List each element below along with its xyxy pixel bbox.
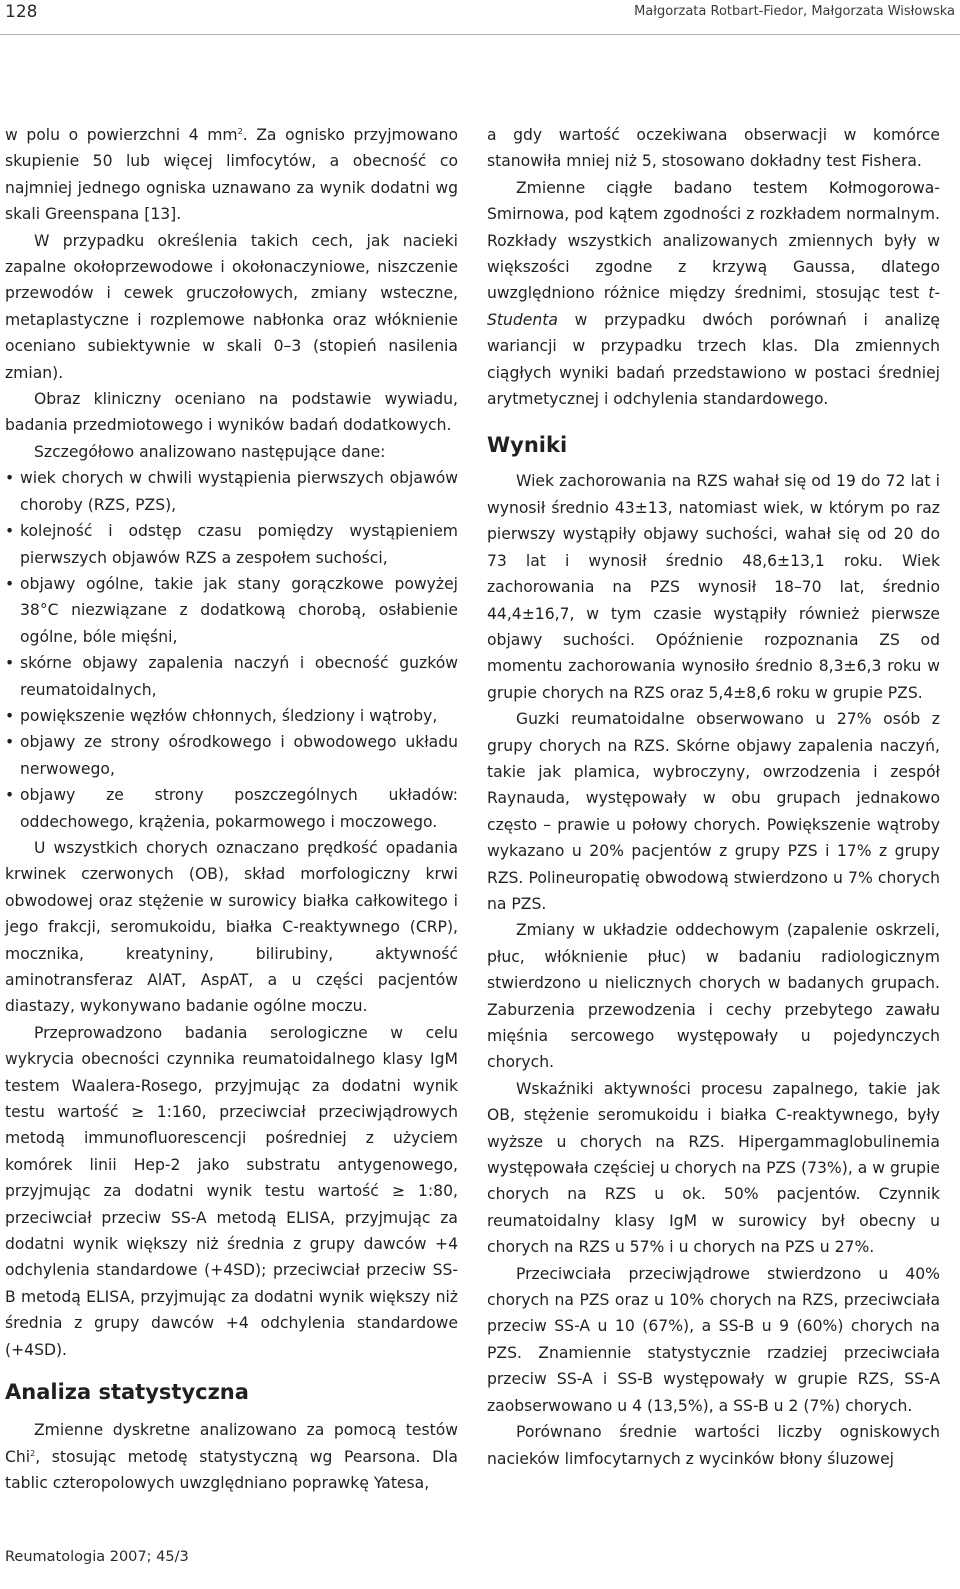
page-header [0, 0, 960, 36]
paragraph: Szczegółowo analizowano następujące dane: [34, 442, 386, 461]
page-number: 128 [5, 2, 38, 22]
paragraph: a gdy wartość oczekiwana obserwacji w komórce stanowiła mniej niż 5, stosowano dokładny test Fishera. [487, 126, 940, 171]
running-head-authors: Małgorzata Rotbart-Fiedor, Małgorzata Wisłowska [634, 4, 955, 19]
right-column [487, 122, 940, 1472]
paragraph: U wszystkich chorych oznaczano prędkość opadania krwinek czerwonych (OB), skład morfologiczny krwi obwodowej oraz stężenie w surowicy białka całkowitego i jego frakcji, seromukoidu, białka C-reaktywnego (CRP), mocznika, kreatyniny, bilirubiny, aktywność aminotransferaz AlAT, AspAT, a u części pacjentów diastazy, wykonywano badanie ogólne moczu. [5, 838, 458, 1016]
list-item: • powiększenie węzłów chłonnych, śledziony i wątroby, [5, 703, 458, 729]
bullet-list [5, 465, 458, 835]
list-item: • objawy ogólne, takie jak stany gorączkowe powyżej 38°C niezwiązane z dodatkową chorobą, osłabienie ogólne, bóle mięśni, [5, 571, 458, 650]
paragraph: Wskaźniki aktywności procesu zapalnego, takie jak OB, stężenie seromukoidu i białka C-reaktywnego, były wyższe u chorych na RZS. Hipergammaglobulinemia występowała częściej u chorych na PZS (73%), a w grupie chorych na RZS u ok. 50% pacjentów. Czynnik reumatoidalny klasy IgM w surowicy był obecny u chorych na RZS u 57% i u chorych na PZS u 27%. [487, 1079, 940, 1257]
list-item: • wiek chorych w chwili wystąpienia pierwszych objawów choroby (RZS, PZS), [5, 465, 458, 518]
journal-footer: Reumatologia 2007; 45/3 [5, 1549, 189, 1565]
paragraph: Zmienne ciągłe badano testem Kołmogorowa-Smirnowa, pod kątem zgodności z rozkładem normalnym. Rozkłady wszystkich analizowanych zmiennych były w większości zgodne z krzywą Gaussa, dlatego uwzględniono różnice między średnimi, stosując test t-Studenta w przypadku dwóch porównań i analizę wariancji w przypadku trzech klas. Dla zmiennych ciągłych wyniki badań przedstawiono w postaci średniej arytmetycznej i odchylenia standardowego. [487, 178, 940, 409]
header-rule [0, 34, 960, 35]
list-item: • objawy ze strony poszczególnych układów: oddechowego, krążenia, pokarmowego i moczowego. [5, 782, 458, 835]
section-heading-results: Wyniki [487, 433, 568, 458]
paragraph: Przeprowadzono badania serologiczne w celu wykrycia obecności czynnika reumatoidalnego klasy IgM testem Waalera-Rosego, przyjmując za dodatni wynik testu wartość ≥ 1:160, przeciwciał przeciwjądrowych metodą immunofluorescencji pośredniej z użyciem komórek linii Hep-2 jako substratu antygenowego, przyjmując za dodatni wynik testu wartość ≥ 1:80, przeciwciał przeciw SS-A metodą ELISA, przyjmując za dodatni wynik większy niż średnia z grupy dawców +4 odchylenia standardowe (+4SD); przeciwciał przeciw SS-B metodą ELISA, przyjmując za dodatni wynik większy niż średnia z grupy dawców +4 odchylenia standardowe (+4SD). [5, 1023, 458, 1359]
paragraph: Zmiany w układzie oddechowym (zapalenie oskrzeli, płuc, włóknienie płuc) w badaniu radiologicznym stwierdzono u nielicznych chorych w badanych grupach. Zaburzenia przewodzenia i cechy przebytego zawału mięśnia sercowego występowały u pojedynczych chorych. [487, 921, 940, 1072]
paragraph: w polu o powierzchni 4 $mm^2$. Za ognisko przyjmowano skupienie 50 lub więcej limfocytów, a obecność co najmniej jednego ogniska uznawano za wynik dodatni wg skali Greenspana [13]. [5, 126, 458, 224]
list-item: • skórne objawy zapalenia naczyń i obecność guzków reumatoidalnych, [5, 650, 458, 703]
section-heading-statistics: Analiza statystyczna [5, 1380, 249, 1405]
paragraph: Obraz kliniczny oceniano na podstawie wywiadu, badania przedmiotowego i wyników badań dodatkowych. [5, 390, 458, 435]
paragraph: Zmienne dyskretne analizowano za pomocą testów Chi$^2$, stosując metodę statystyczną wg Pearsona. Dla tablic czteropolowych uwzględniano poprawkę Yatesa, [5, 1421, 458, 1492]
list-item: • objawy ze strony ośrodkowego i obwodowego układu nerwowego, [5, 729, 458, 782]
paragraph: Guzki reumatoidalne obserwowano u 27% osób z grupy chorych na RZS. Skórne objawy zapalenia naczyń, takie jak plamica, wybroczyny, owrzodzenia i zespół Raynauda, występowały w obu grupach jednakowo często – prawie u połowy chorych. Powiększenie wątroby wykazano u 20% pacjentów z grupy PZS i 17% z grupy RZS. Polineuropatię obwodową stwierdzono u 7% chorych na PZS. [487, 710, 940, 913]
paragraph: Przeciwciała przeciwjądrowe stwierdzono u 40% chorych na PZS oraz u 10% chorych na RZS, przeciwciała przeciw SS-A u 10 (67%), a SS-B u 9 (60%) chorych na PZS. Znamiennie statystycznie rzadziej przeciwciała przeciw SS-A i SS-B występowały w grupie RZS, SS-A zaobserwowano u 4 (13,5%), a SS-B u 2 (7%) chorych. [487, 1264, 940, 1415]
paragraph: Porównano średnie wartości liczby ogniskowych nacieków limfocytarnych z wycinków błony śluzowej [487, 1423, 940, 1468]
left-column [5, 122, 458, 1496]
paragraph: W przypadku określenia takich cech, jak nacieki zapalne okołoprzewodowe i okołonaczyniowe, niszczenie przewodów i cewek gruczołowych, zmiany wsteczne, metaplastyczne i rozplemowe nabłonka oraz włóknienie oceniano subiektywnie w skali 0–3 (stopień nasilenia zmian). [5, 231, 458, 382]
paragraph: Wiek zachorowania na RZS wahał się od 19 do 72 lat i wynosił średnio 43±13, natomiast wiek, w którym po raz pierwszy wystąpiły objawy suchości, wahał się od 20 do 73 lat i wynosił średnio 48,6±13,1 roku. Wiek zachorowania na PZS wynosił 18–70 lat, średnio 44,4±16,7, w tym czasie wystąpiły również pierwsze objawy suchości. Opóźnienie rozpoznania ZS od momentu zachorowania wynosiło średnio 8,3±6,3 roku w grupie chorych na RZS oraz 5,4±8,6 roku w grupie PZS. [487, 472, 940, 702]
list-item: • kolejność i odstęp czasu pomiędzy wystąpieniem pierwszych objawów RZS a zespołem suchości, [5, 518, 458, 571]
